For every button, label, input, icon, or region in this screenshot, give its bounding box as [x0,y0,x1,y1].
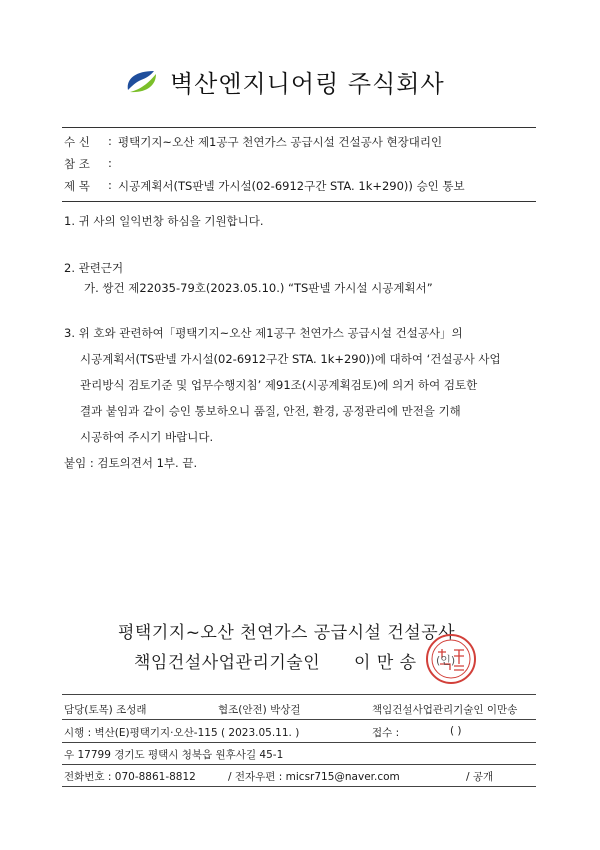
recipient-colon: : [108,134,112,148]
sender-name: 이 만 송 [354,653,417,673]
recipient-value: 평택기지~오산 제1공구 천연가스 공급시설 건설공사 현장대리인 [118,135,443,149]
header-bottom-rule [62,201,536,202]
footer-address: 우 17799 경기도 평택시 청북읍 원후사길 45-1 [64,749,284,761]
sender-project-title: 평택기지~오산 천연가스 공급시설 건설공사 [118,623,456,643]
footer-top-rule [62,694,536,695]
paragraph-basis-title: 2. 관련근거 [64,261,124,275]
paragraph-basis-item: 가. 쌍건 제22035-79호(2023.05.10.) “TS판넬 가시설 시공계획서” [84,281,433,295]
footer-disclosure: / 공개 [466,771,494,783]
reference-label: 참 조 [64,157,90,171]
recipient-label: 수 신 [64,135,90,149]
sender-role: 책임건설사업관리기술인 [134,653,321,673]
paragraph-approval-line-3: 관리방식 검토기준 및 업무수행지침’ 제91조(시공계획검토)에 의거 하여 검토한 [80,378,478,392]
subject-value: 시공계획서(TS판넬 가시설(02-6912구간 STA. 1k+290)) 승인 통보 [118,179,465,193]
footer-receipt-value: ( ) [450,725,462,737]
footer-phone: 전화번호 : 070-8861-8812 [64,771,196,783]
footer-enforcement: 시행 : 벽산(E)평택기지·오산-115 ( 2023.05.11. ) [64,727,300,739]
footer-staff-civil: 담당(토목) 조성래 [64,704,147,716]
company-name: 벽산엔지니어링 주식회사 [170,70,445,98]
paragraph-approval-line-5: 시공하여 주시기 바랍니다. [80,430,214,444]
footer-rule-1 [62,719,536,720]
header-top-rule [62,127,536,128]
subject-label: 제 목 [64,179,90,193]
company-logo-icon [124,68,158,94]
paragraph-approval-line-2: 시공계획서(TS판넬 가시설(02-6912구간 STA. 1k+290))에 대하여 ‘건설공사 사업 [80,352,501,366]
seal-placeholder-text: (인) [436,654,456,667]
subject-colon: : [108,178,112,192]
paragraph-approval-line-1: 3. 위 호와 관련하여「평택기지~오산 제1공구 천연가스 공급시설 건설공사」의 [64,326,463,340]
footer-email[interactable]: / 전자우편 : micsr715@naver.com [228,771,400,783]
attachment-note: 붙임 : 검토의견서 1부. 끝. [64,456,198,470]
footer-staff-chief: 책임건설사업관리기술인 이만송 [372,704,518,716]
reference-colon: : [108,156,112,170]
paragraph-greeting: 1. 귀 사의 일익번창 하심을 기원합니다. [64,214,264,228]
footer-rule-2 [62,742,536,743]
paragraph-approval-line-4: 결과 붙임과 같이 승인 통보하오니 품질, 안전, 환경, 공정관리에 만전을 기해 [80,404,461,418]
footer-rule-3 [62,764,536,765]
footer-receipt-label: 접수 : [372,727,400,739]
footer-bottom-rule [62,786,536,787]
footer-staff-safety: 협조(안전) 박상걸 [218,704,301,716]
